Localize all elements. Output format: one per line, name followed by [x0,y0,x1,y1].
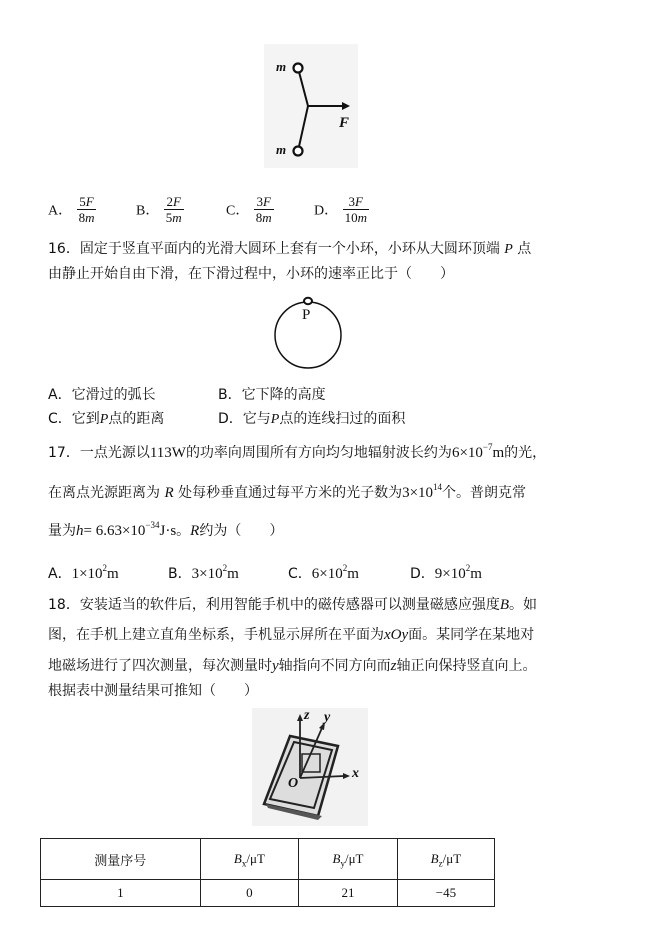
table-row [41,880,495,907]
small-ring [304,298,312,304]
q15-option-c[interactable]: C． $\frac{3F}{8m}$ [226,194,272,225]
q16-option-d[interactable]: D．它与P点的连线扫过的面积 [218,411,406,427]
q18-line-3: 地磁场进行了四次测量，每次测量时y轴指向不同方向而z轴正向保持竖直向上。 [48,658,537,674]
q15-option-a[interactable]: A． $\frac{5F}{8m}$ [48,194,95,225]
q18-line-4: 根据表中测量结果可推知（ ） [48,683,258,699]
col-header-index: 测量序号 [41,839,201,880]
q16-option-a[interactable]: A．它滑过的弧长 [48,387,156,403]
lower-mass [294,147,303,156]
q17-option-c[interactable]: C．$6\times 10^2m$ [288,563,359,582]
q17-line-3: 量为$h= 6.63\times 10^{-34}J\cdot s$。R约为（ ） [48,520,284,539]
lower-mass-label: m [276,142,287,157]
z-axis-label: z [304,708,310,723]
q17-line-1: 17．一点光源以113W的功率向周围所有方向均匀地辐射波长约为$6\times 10^{-7}m$的光， [48,442,547,461]
q15-options [48,190,448,226]
y-axis-label: y [324,710,331,725]
phone-figure [252,708,368,826]
origin-label: O [288,776,299,791]
q17-option-b[interactable]: B．$3\times 10^2m$ [168,563,239,582]
table-cell: −45 [397,880,494,907]
col-header-by: $B_y/\mu T$ [299,839,398,880]
force-label: F [339,115,350,131]
table-cell: 1 [41,880,201,907]
ring-figure [270,294,346,370]
q18-line-1: 18．安装适当的软件后，利用智能手机中的磁传感器可以测量磁感应强度B。如 [48,597,537,613]
table-cell: 21 [299,880,398,907]
upper-mass [294,64,303,73]
ring-point-label: P [302,307,311,323]
q16-line-1: 16．固定于竖直平面内的光滑大圆环上套有一个小环，小环从大圆环顶端 P 点 [48,241,532,257]
table-header-row [41,839,495,880]
q16-line-2: 由静止开始自由下滑，在下滑过程中，小环的速率正比于（ ） [48,266,454,282]
q17-option-d[interactable]: D．$9\times 10^2m$ [410,563,482,582]
q16-option-b[interactable]: B．它下降的高度 [218,387,326,403]
q15-option-b[interactable]: B． $\frac{2F}{5m}$ [136,194,182,225]
force-figure [264,44,358,168]
q17-line-2: 在离点光源距离为 R 处每秒垂直通过每平方米的光子数为$3\times 10^{14}$个。普朗克常 [48,482,527,501]
q17-option-a[interactable]: A．$1\times 10^2m$ [48,563,119,582]
q15-option-d[interactable]: D． $\frac{3F}{10m}$ [314,194,367,225]
q18-line-2: 图，在手机上建立直角坐标系，手机显示屏所在平面为xOy面。某同学在某地对 [48,627,535,643]
col-header-bx: $B_x/\mu T$ [200,839,299,880]
col-header-bz: $B_z/\mu T$ [397,839,494,880]
ring-svg [270,294,346,370]
phone-svg [252,708,368,826]
measurement-table [40,838,495,907]
upper-mass-label: m [276,59,287,74]
q16-option-c[interactable]: C．它到P点的距离 [48,411,165,427]
table-cell: 0 [200,880,299,907]
x-axis-label: x [352,766,359,781]
